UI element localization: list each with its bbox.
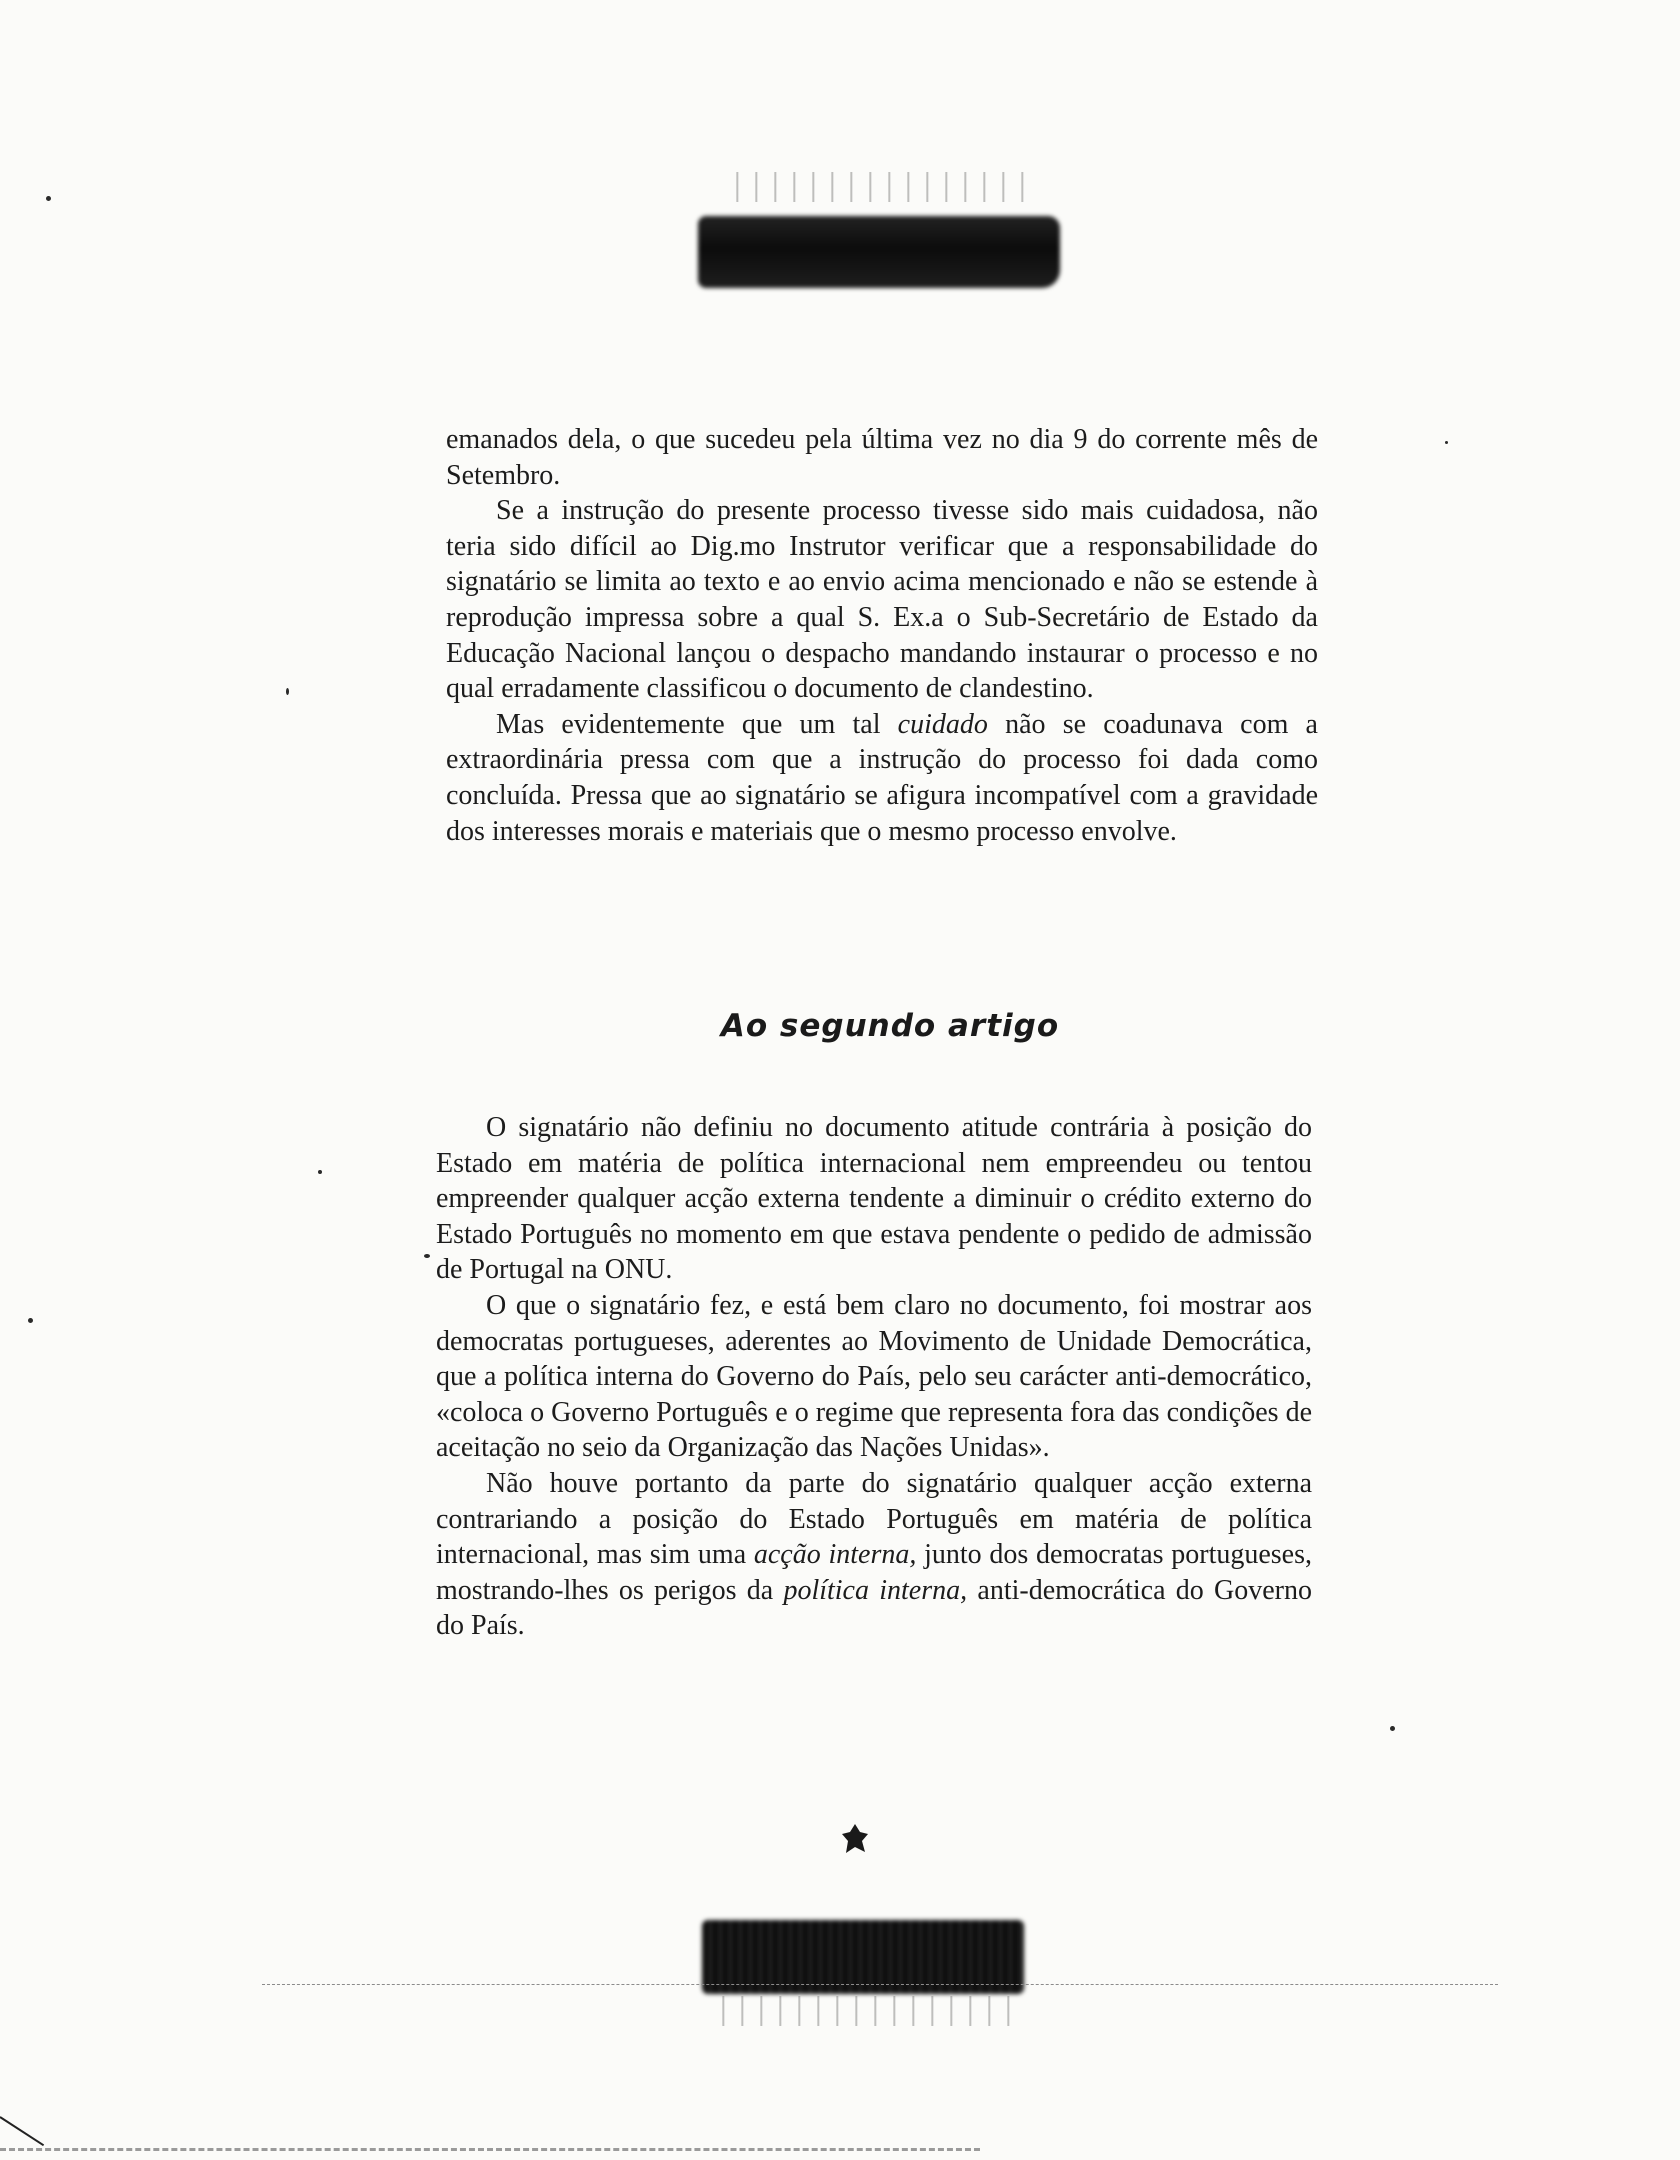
top-redaction-blot [698,216,1060,288]
paragraph-emphasis: política interna, [783,1574,968,1606]
scan-speck [46,196,51,201]
paragraph-emphasis: acção interna, [753,1539,917,1571]
paragraph-text-run: junto dos democratas portugueses, mostrando-lhes os perigos da [436,1539,1313,1606]
scan-speck [1445,441,1448,444]
page-ornament-mark [840,1822,870,1856]
bottom-redaction-blot [702,1920,1024,1994]
paragraph-pressa [446,707,1318,849]
document-text-lower [436,1110,1312,1644]
paragraph-text-run: Não houve portanto da parte do signatário qualquer acção externa contrariando a posição do Estado Português em matéria de política internacional, mas sim uma [436,1467,1312,1571]
scan-speck [424,1254,430,1258]
paragraph-emphasis: cuidado [897,708,988,740]
paragraph-onu: O signatário não definiu no documento atitude contrária à posição do Estado em matéria de política internacional nem empreendeu ou tentou empreender qualquer acção externa tendente a diminuir o crédito externo do Estado Português no momento em que estava pendente o pedido de admissão de Portugal na ONU. [436,1112,1312,1286]
section-heading: Ao segundo artigo [720,1008,1060,1044]
scan-speck [1390,1726,1395,1731]
paragraph-movimento: O que o signatário fez, e está bem claro no documento, foi mostrar aos democratas portugueses, aderentes ao Movimento de Unidade Democrática, que a política interna do Governo do País, pelo seu carácter anti-democrático, «coloca o Governo Português e o regime que representa fora das condições de aceitação no seio da Organização das Nações Unidas». [436,1289,1312,1464]
corner-scan-artifact [0,2116,44,2146]
scan-speck [28,1318,33,1323]
scan-speck [318,1170,322,1174]
scan-speck [286,688,289,695]
paragraph-text-run: não se coadunava com a extraordinária pressa com que a instrução do processo foi dada como concluída. Pressa que ao signatário se afigura incompatível com a gravidade dos interesses morais e materiais que o mesmo processo envolve. [446,708,1318,847]
paragraph-instruction: Se a instrução do presente processo tivesse sido mais cuidadosa, não teria sido difícil ao Dig.mo Instrutor verificar que a responsabilidade do signatário se limita ao texto e ao envio acima mencionado e não se estende à reprodução impressa sobre a qual S. Ex.a o Sub-Secretário de Estado da Educação Nacional lançou o despacho mandando instaurar o processo e no qual erradamente classificou o documento de clandestino. [446,495,1318,705]
paragraph-continuation: emanados dela, o que sucedeu pela última vez no dia 9 do corrente mês de Setembro. [446,424,1318,491]
bottom-scan-edge [0,2148,980,2151]
scan-fold-line [262,1984,1498,1985]
paragraph-conclusion [436,1466,1312,1644]
document-text-upper [446,422,1318,849]
paragraph-text-run: anti-democrática do Governo do País. [436,1574,1312,1642]
top-tick-marks [720,172,1040,202]
paragraph-text-run: Mas evidentemente que um tal [496,708,898,740]
bottom-tick-marks [706,1996,1016,2026]
